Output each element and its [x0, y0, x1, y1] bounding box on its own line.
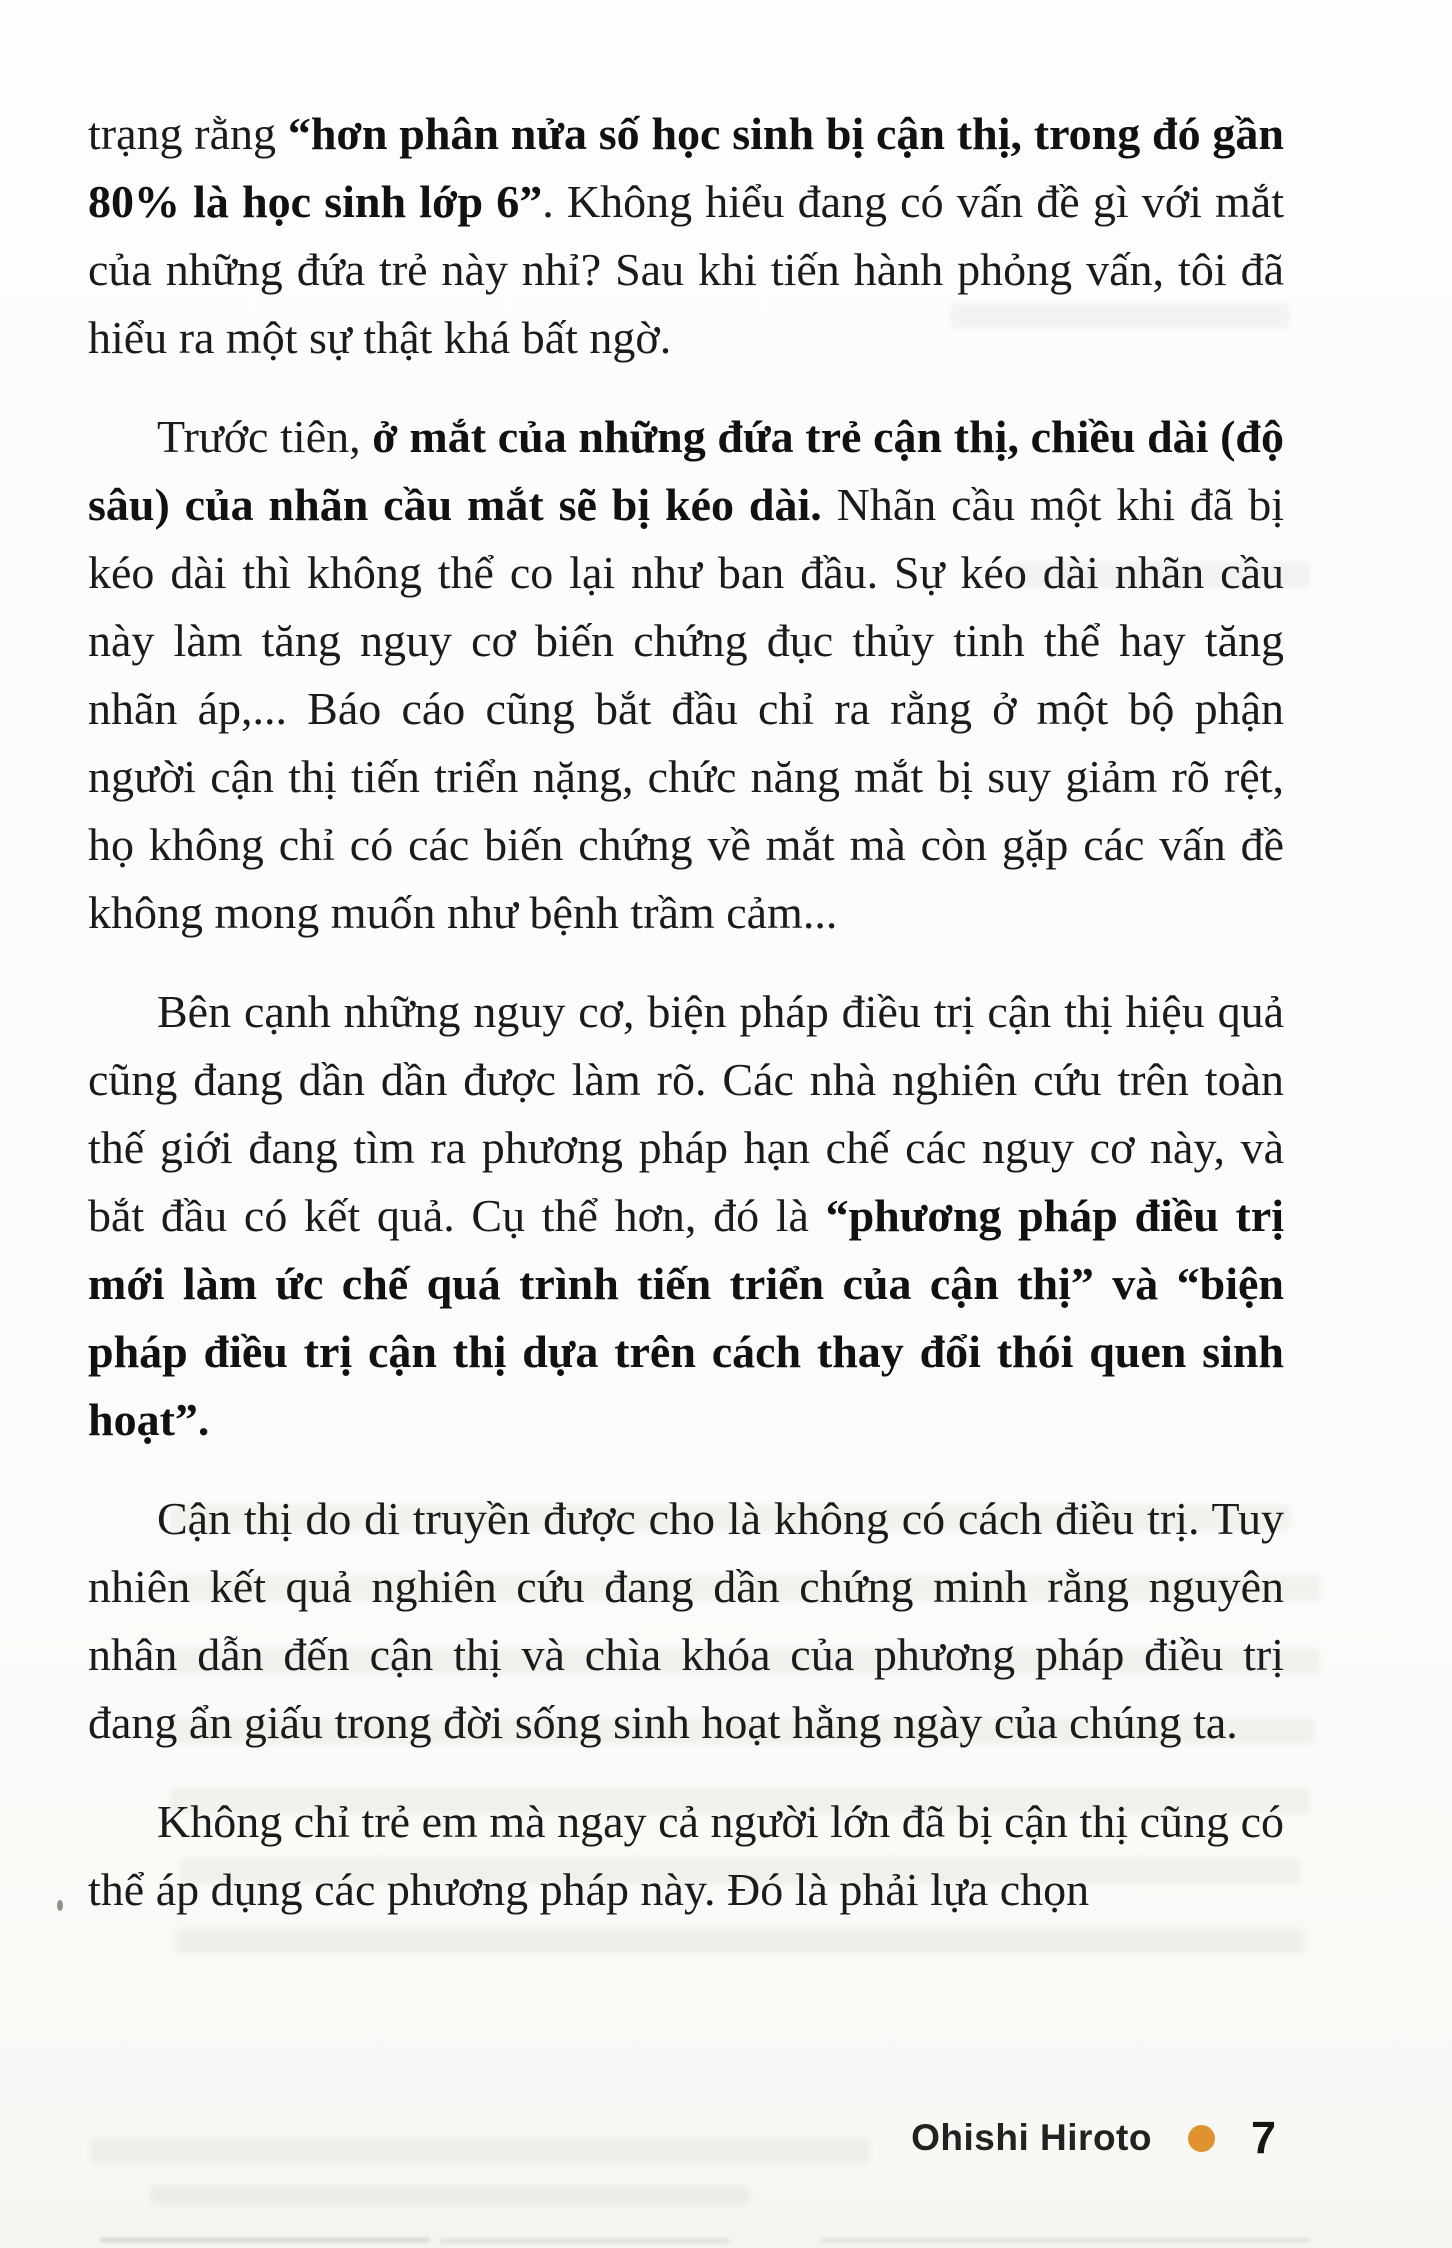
paragraph: [88, 1788, 1284, 1924]
bold-text-run: ở mắt của những đứa trẻ cận thị, chiều dài (độ sâu) của nhãn cầu mắt sẽ bị kéo dài.: [88, 411, 1285, 530]
page-number: 7: [1250, 2112, 1276, 2163]
paragraph: [88, 100, 1284, 372]
author-name: Ohishi Hiroto: [911, 2117, 1152, 2158]
bleed-through-artifact: [150, 2185, 750, 2205]
page-edge-artifact: [440, 2239, 730, 2243]
page-edge-artifact: [100, 2238, 430, 2242]
bold-text-run: “phương pháp điều trị mới làm ức chế quá trình tiến triển của cận thị” và “biện pháp điều trị cận thị dựa trên cách thay đổi thói quen sinh hoạt”.: [88, 1190, 1285, 1445]
text-run: Nhãn cầu một khi đã bị kéo dài thì không thể co lại như ban đầu. Sự kéo dài nhãn cầu này làm tăng nguy cơ biến chứng đục thủy tinh thể hay tăng nhãn áp,... Báo cáo cũng bắt đầu chỉ ra rằng ở một bộ phận người cận thị tiến triển nặng, chức năng mắt bị suy giảm rõ rệt, họ không chỉ có các biến chứng về mắt mà còn gặp các vấn đề không mong muốn như bệnh trầm cảm...: [88, 479, 1284, 938]
text-run: Bên cạnh những nguy cơ, biện pháp điều trị cận thị hiệu quả cũng đang dần dần được làm rõ. Các nhà nghiên cứu trên toàn thế giới đang tìm ra phương pháp hạn chế các nguy cơ này, và bắt đầu có kết quả. Cụ thể hơn, đó là: [88, 986, 1284, 1241]
footer-bullet-icon: [1188, 2125, 1215, 2152]
page-footer: [911, 2112, 1276, 2164]
page-text: [88, 100, 1284, 1955]
ink-speck-artifact: [57, 1900, 63, 1911]
paragraph: [88, 978, 1284, 1454]
text-run: Trước tiên,: [157, 411, 373, 462]
bleed-through-artifact: [90, 2138, 870, 2164]
text-run: trạng rằng: [88, 108, 288, 159]
page-edge-artifact: [820, 2238, 1310, 2242]
paragraph: [88, 403, 1284, 947]
text-run: . Không hiểu đang có vấn đề gì với mắt của những đứa trẻ này nhỉ? Sau khi tiến hành phỏng vấn, tôi đã hiểu ra một sự thật khá bất ngờ.: [88, 176, 1285, 363]
text-run: Cận thị do di truyền được cho là không có cách điều trị. Tuy nhiên kết quả nghiên cứu đang dần chứng minh rằng nguyên nhân dẫn đến cận thị và chìa khóa của phương pháp điều trị đang ẩn giấu trong đời sống sinh hoạt hằng ngày của chúng ta.: [88, 1493, 1284, 1748]
paragraph: [88, 1485, 1284, 1757]
bold-text-run: “hơn phân nửa số học sinh bị cận thị, trong đó gần 80% là học sinh lớp 6”: [88, 108, 1284, 227]
text-run: Không chỉ trẻ em mà ngay cả người lớn đã bị cận thị cũng có thể áp dụng các phương pháp này. Đó là phải lựa chọn: [88, 1796, 1284, 1915]
